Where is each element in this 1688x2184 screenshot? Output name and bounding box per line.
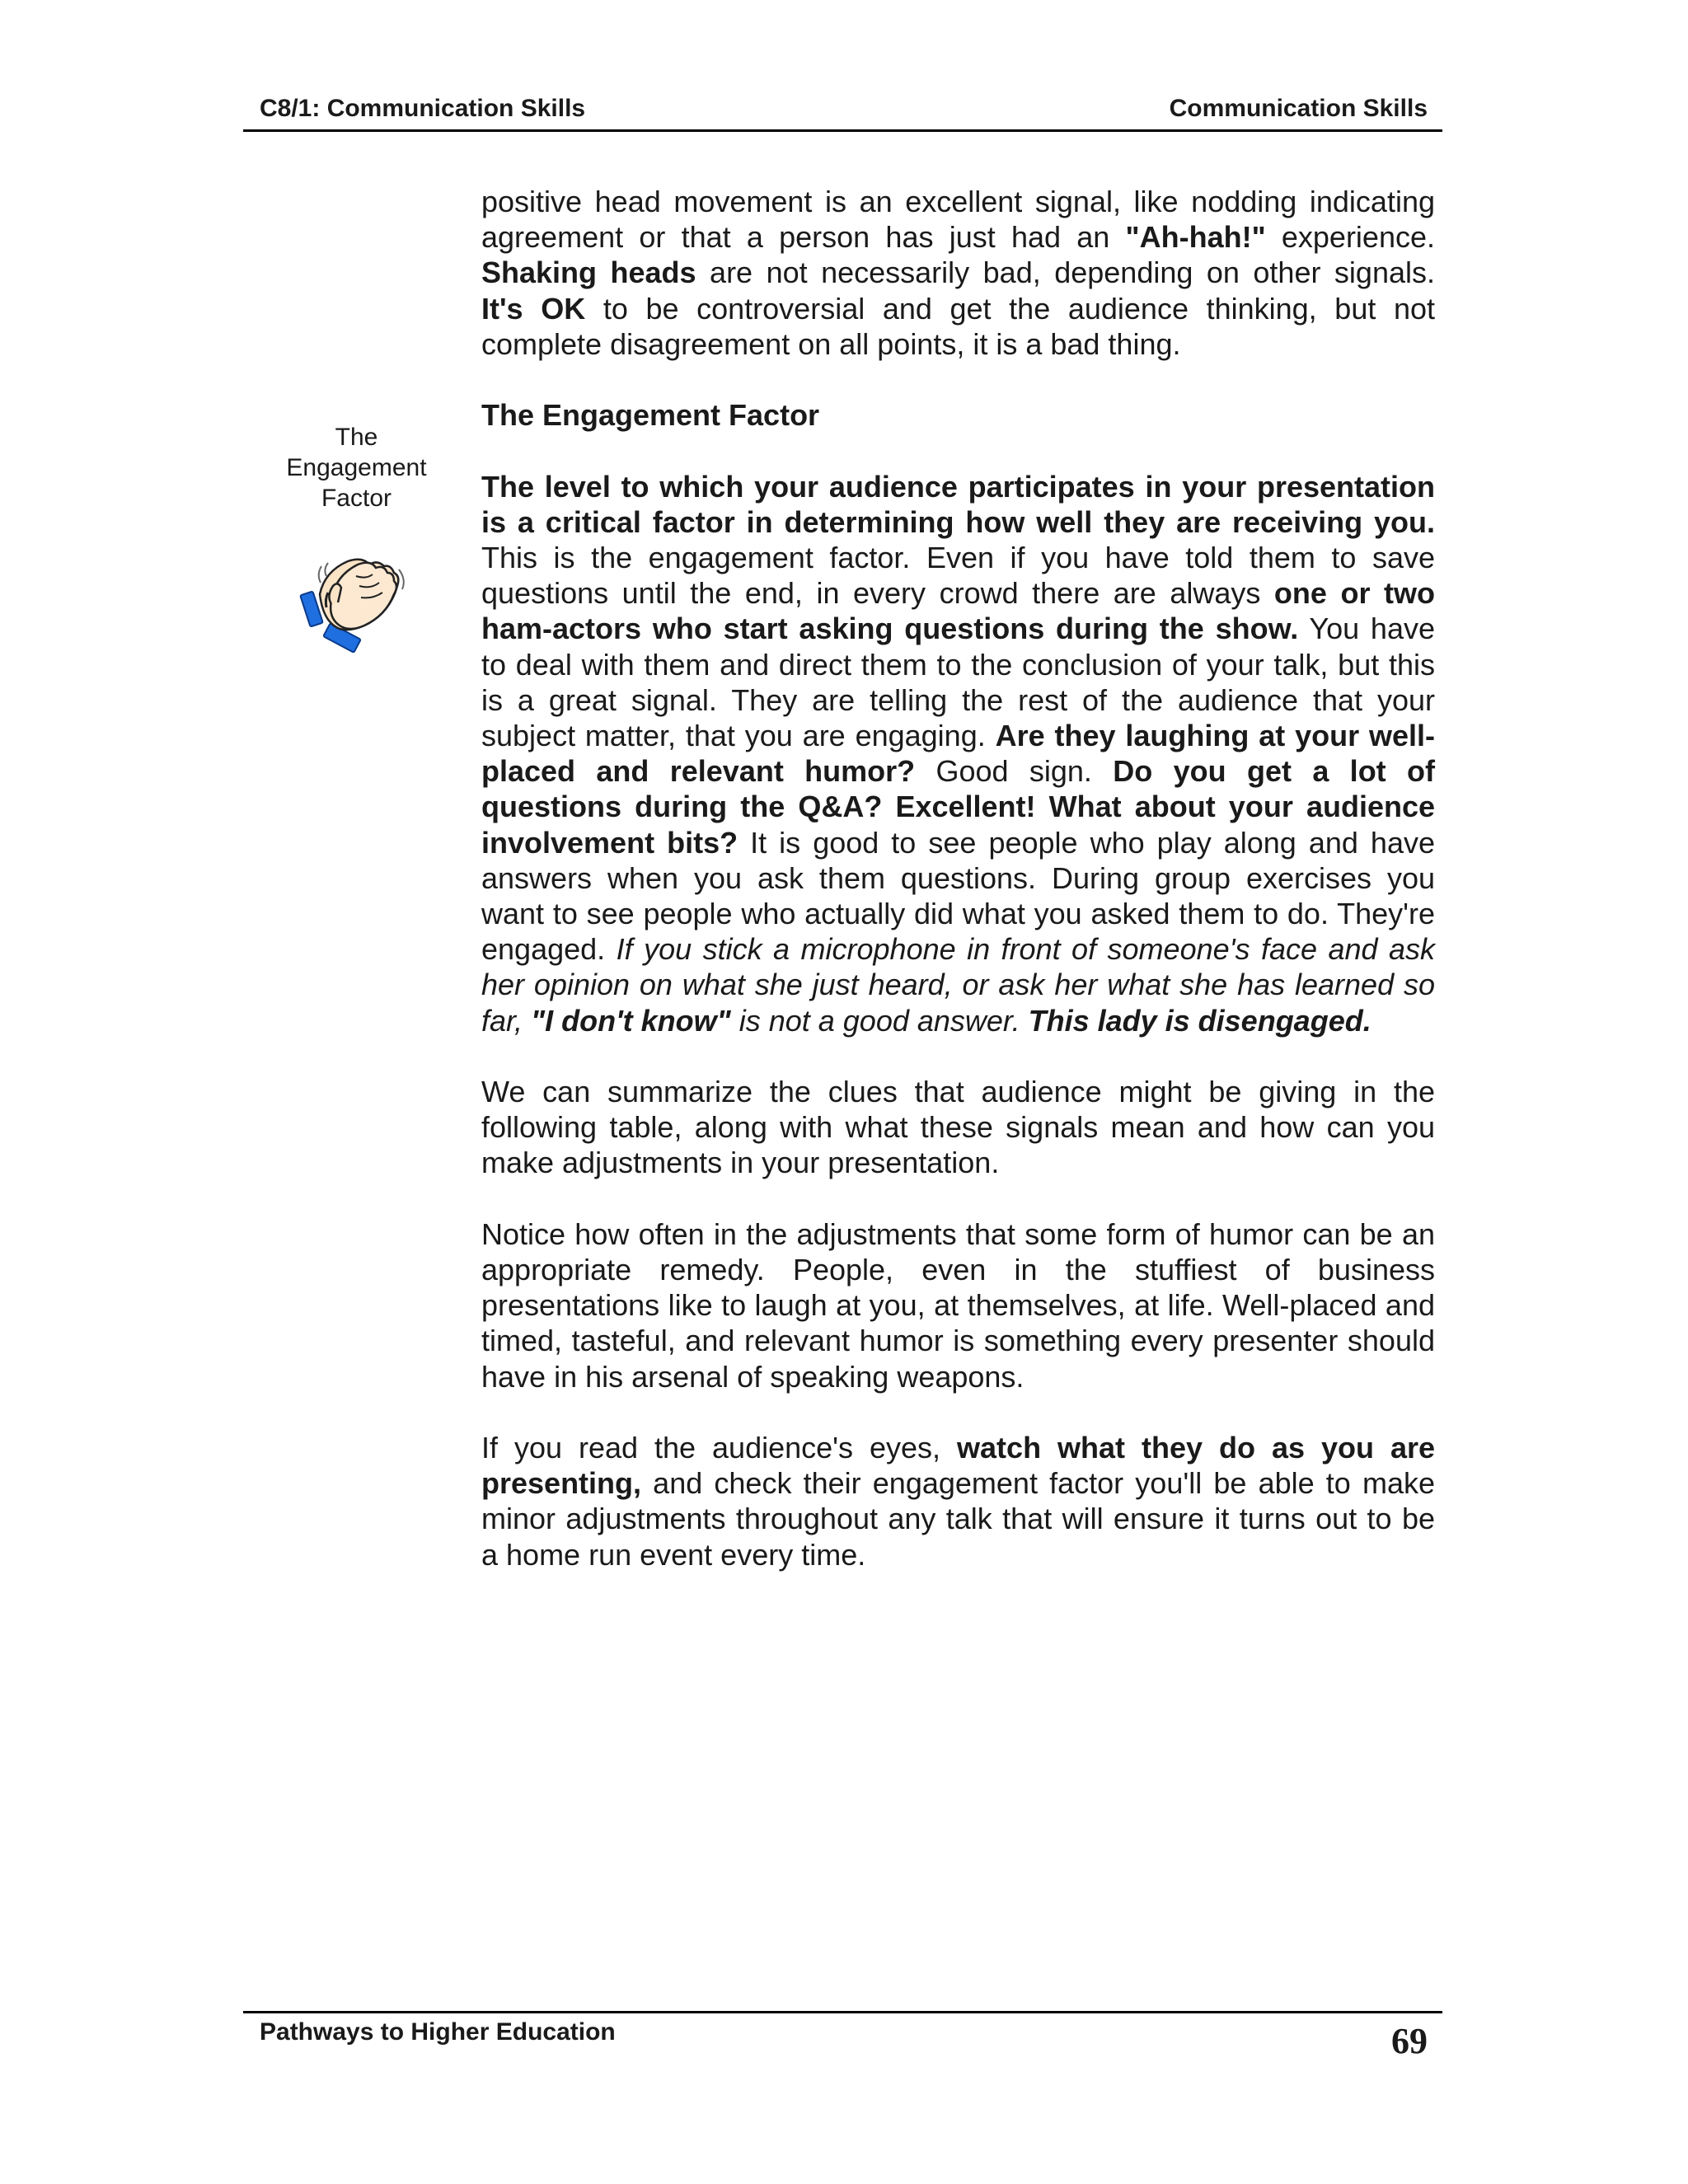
section-heading: The Engagement Factor [481,398,820,433]
paragraph-humor: Notice how often in the adjustments that some form of humor can be an appropriate remedy. People, even in the stuffiest of business presentations like to laugh at you, at themselves, at life. Well-placed and timed, tasteful, and relevant humor is something every presenter should have in his arsenal of speaking weapons. [481,1216,1435,1394]
header-section-title: Communication Skills [1169,95,1428,122]
bold-run: watch what they do as you are presenting, [481,1431,1435,1501]
text-run: It is good to see people who play along and have answers when you ask them questions. During group exercises you want to see people who actually did what you asked them to do. They're engaged. [481,825,1435,967]
bold-italic-run: "I don't know" [531,1003,731,1038]
text-run: Good sign. [915,754,1114,789]
text-run: positive head movement is an excellent signal, like nodding indicating agreement or that a person has just had an [481,185,1435,255]
bold-italic-run: This lady is disengaged. [1028,1003,1372,1038]
footer-book-title: Pathways to Higher Education [260,2018,616,2046]
bold-run: Shaking heads [481,255,696,290]
text-run: If you read the audience's eyes, [481,1431,958,1465]
paragraph-summary: We can summarize the clues that audience might be giving in the following table, along with what these signals mean and how can you make adjustments in your presentation. [481,1075,1435,1180]
margin-note-line-2: Engagement [286,454,427,481]
margin-note-line-3: Factor [321,485,392,512]
bold-run: one or two ham-actors who start asking questions during the show. [481,576,1435,646]
page-header [243,95,1442,132]
bold-run: "Ah-hah!" [1125,220,1266,255]
italic-run: If you stick a microphone in front of someone's face and ask her opinion on what she just heard, or ask her what she has learned so far, [481,932,1436,1038]
text-run: experience. [1265,220,1435,255]
text-run: and check their engagement factor you'll be able to make minor adjustments throughout any talk that will ensure it turns out to be a home run event every time. [481,1466,1435,1572]
page-footer [243,2011,1442,2061]
paragraph-engagement [481,469,1435,1038]
bold-run: The level to which your audience participates in your presentation is a critical factor in determining how well they are receiving you. [481,469,1435,539]
paragraph-head-movement [481,184,1435,362]
bold-run: Are they laughing at your well-placed and relevant humor? [481,719,1436,789]
main-content [481,184,1435,1572]
clapping-hands-icon [295,540,419,663]
text-run: to be controversial and get the audience thinking, but not complete disagreement on all points, it is a bad thing. [481,291,1436,361]
margin-note-line-1: The [335,424,378,451]
bold-run: It's OK [481,291,586,326]
text-run: You have to deal with them and direct them to the conclusion of your talk, but this is a great signal. They are telling the rest of the audience that your subject matter, that you are engaging. [481,612,1435,753]
italic-run: is not a good answer. [730,1003,1029,1038]
margin-note [260,422,453,663]
text-run: This is the engagement factor. Even if you have told them to save questions until the end, in every crowd there are always [481,541,1435,611]
paragraph-conclusion [481,1430,1435,1572]
bold-run: Do you get a lot of questions during the Q&A? Excellent! What about your audience involvement bits? [481,754,1435,860]
page-number: 69 [1391,2021,1428,2061]
text-run: are not necessarily bad, depending on other signals. [696,255,1435,290]
header-chapter-title: C8/1: Communication Skills [260,95,586,122]
